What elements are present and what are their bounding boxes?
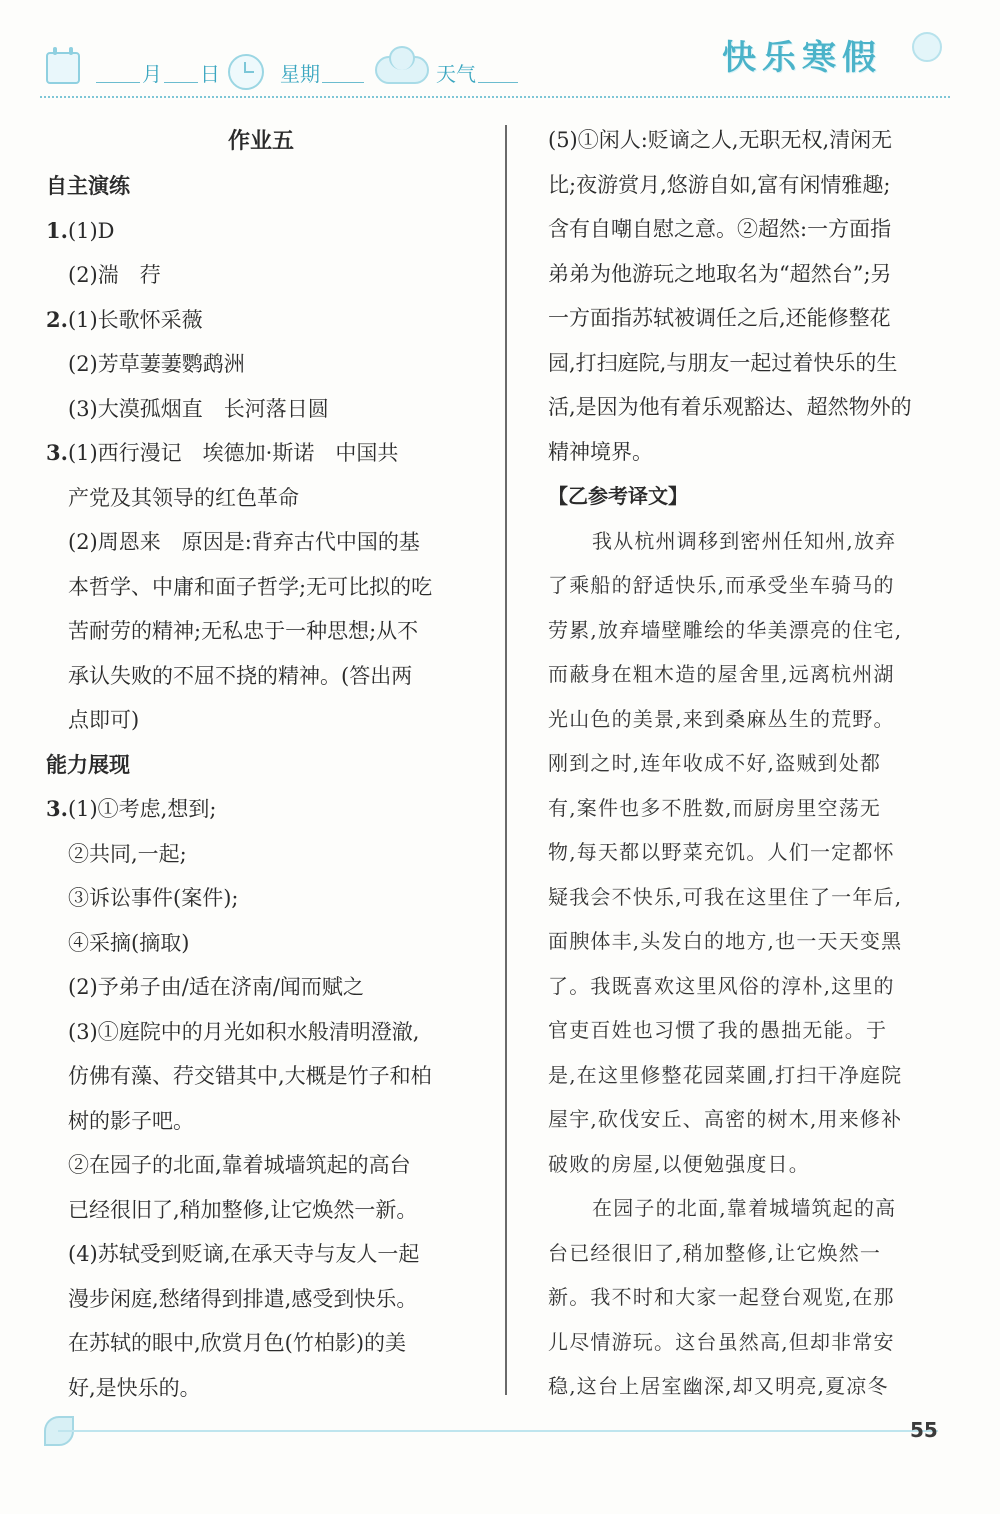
answer-line (46, 876, 476, 921)
answer-text: (2)湍 荇 (68, 263, 161, 287)
translation-line (548, 1186, 958, 1231)
answer-line (46, 298, 476, 343)
answer-line (548, 118, 958, 163)
answer-text: 台已经很旧了,稍加整修,让它焕然一 (548, 1240, 882, 1265)
answer-text: 疑我会不快乐,可我在这里住了一年后, (548, 884, 903, 909)
weekday-label: 星期 (280, 62, 320, 86)
answer-text: 新。我不时和大家一起登台观览,在那 (548, 1285, 895, 1309)
answer-text: (5)①闲人:贬谪之人,无职无权,清闲无 (548, 128, 893, 152)
translation-line (548, 1320, 958, 1365)
answer-text: ②在园子的北面,靠着城墙筑起的高台 (68, 1153, 411, 1177)
page-header (0, 0, 1000, 110)
answer-text: (1)①考虑,想到; (67, 797, 217, 821)
answer-text: (3)大漠孤烟直 长河落日圆 (68, 396, 329, 421)
calendar-icon (46, 52, 80, 84)
answer-text: 本哲学、中庸和面子哲学;无可比拟的吃 (68, 574, 433, 599)
answer-text: ②共同,一起; (68, 841, 187, 866)
answer-text: (2)予弟子由/适在济南/闻而赋之 (68, 975, 364, 999)
answer-text: ③诉讼事件(案件); (68, 886, 239, 910)
answer-text: 了。我既喜欢这里风俗的淳朴,这里的 (548, 973, 895, 998)
answer-line (46, 698, 476, 743)
snowflake-icon (912, 32, 942, 62)
answer-line (46, 1366, 476, 1411)
answer-line (46, 253, 476, 298)
answer-text: 漫步闲庭,愁绪得到排遣,感受到快乐。 (68, 1286, 418, 1311)
answer-line (46, 1277, 476, 1322)
answer-text: 在园子的北面,靠着城墙筑起的高 (592, 1196, 897, 1220)
answer-text: 仿佛有藻、荇交错其中,大概是竹子和柏 (68, 1064, 432, 1088)
answer-line (46, 1099, 476, 1144)
answer-text: 树的影子吧。 (68, 1108, 194, 1133)
clock-icon (228, 54, 264, 90)
answer-text: 面腴体丰,头发白的地方,也一天天变黑 (548, 929, 903, 953)
footer-divider (58, 1430, 938, 1432)
answer-text: 承认失败的不屈不挠的精神。(答出两 (68, 663, 413, 688)
answer-line (46, 520, 476, 565)
section-heading: 自主演练 (46, 174, 130, 198)
answer-text: (3)①庭院中的月光如积水般清明澄澈, (68, 1019, 420, 1044)
answer-text: 园,打扫庭院,与朋友一起过着快乐的生 (548, 350, 898, 375)
answer-text: 官吏百姓也习惯了我的愚拙无能。于 (548, 1018, 888, 1042)
header-divider (40, 96, 950, 98)
translation-line (548, 919, 958, 964)
answer-text: 是,在这里修整花园菜圃,打扫干净庭院 (548, 1062, 903, 1087)
brand-title: 快乐寒假 (722, 38, 882, 78)
answer-line (548, 341, 958, 386)
answer-text: (1)D (67, 218, 115, 243)
answer-text: (2)周恩来 原因是:背弃古代中国的基 (68, 530, 420, 554)
answer-text: 屋宇,砍伐安丘、高密的树木,用来修补 (548, 1107, 903, 1131)
answer-text: 儿尽情游玩。这台虽然高,但却非常安 (548, 1329, 895, 1354)
translation-line (548, 1008, 958, 1053)
answer-line (46, 476, 476, 521)
translation-line (548, 1275, 958, 1320)
translation-line (548, 830, 958, 875)
translation-line (548, 697, 958, 742)
answer-line (548, 430, 958, 475)
column-divider (505, 125, 507, 1395)
translation-line (548, 1142, 958, 1187)
answer-text: 已经很旧了,稍加整修,让它焕然一新。 (68, 1197, 418, 1222)
translation-line (548, 1231, 958, 1276)
answer-text: 了乘船的舒适快乐,而承受坐车骑马的 (548, 573, 895, 597)
translation-line (548, 608, 958, 653)
translation-line (548, 741, 958, 786)
answer-text: 弟弟为他游玩之地取名为“超然台”;另 (548, 261, 892, 286)
answer-text: 活,是因为他有着乐观豁达、超然物外的 (548, 395, 912, 419)
answer-line (46, 965, 476, 1010)
left-column (46, 118, 476, 1410)
answer-line (548, 163, 958, 208)
translation-line (548, 652, 958, 697)
answer-text: 稳,这台上居室幽深,却又明亮,夏凉冬 (548, 1374, 889, 1398)
answer-text: 破败的房屋,以便勉强度日。 (548, 1151, 810, 1176)
answer-line (46, 1054, 476, 1099)
answer-text: 而蔽身在粗木造的屋舍里,远离杭州湖 (548, 662, 895, 686)
translation-line (548, 1053, 958, 1098)
answer-line (46, 609, 476, 654)
answer-text: 在苏轼的眼中,欣赏月色(竹柏影)的美 (68, 1331, 407, 1355)
cloud-icon (375, 56, 429, 84)
question-number: 1. (46, 217, 68, 243)
answer-text: ④采摘(摘取) (68, 930, 190, 955)
answer-line (46, 565, 476, 610)
answer-line (46, 787, 476, 832)
answer-text: 刚到之时,连年收成不好,盗贼到处都 (548, 751, 882, 775)
answer-text: 含有自嘲自慰之意。②超然:一方面指 (548, 217, 892, 241)
answer-text: 点即可) (68, 708, 140, 732)
answer-text: 光山色的美景,来到桑麻丛生的荒野。 (548, 706, 895, 731)
answer-text: 劳累,放弃墙壁雕绘的华美漂亮的住宅, (548, 617, 903, 642)
translation-line (548, 563, 958, 608)
answer-line (548, 296, 958, 341)
question-number: 2. (46, 306, 68, 332)
answer-line (46, 921, 476, 966)
weather-blank (478, 66, 518, 83)
answer-line (46, 1010, 476, 1055)
right-column (548, 118, 958, 1409)
month-blank (96, 66, 140, 83)
translation-line (548, 1097, 958, 1142)
answer-text: 好,是快乐的。 (68, 1375, 201, 1400)
question-number: 3. (46, 796, 68, 821)
weather-label: 天气 (436, 62, 476, 86)
answer-text: 产党及其领导的红色革命 (68, 485, 299, 510)
day-label: 日 (200, 62, 220, 86)
answer-line (548, 385, 958, 430)
answer-text: (2)芳草萋萋鹦鹉洲 (68, 352, 245, 376)
translation-line (548, 519, 958, 564)
answer-line (548, 252, 958, 297)
answer-text: 有,案件也多不胜数,而厨房里空荡无 (548, 795, 882, 820)
translation-line (548, 875, 958, 920)
homework-title: 作业五 (227, 128, 294, 154)
answer-line (46, 832, 476, 877)
answer-text: 一方面指苏轼被调任之后,还能修整花 (548, 306, 891, 330)
answer-text: (1)西行漫记 埃德加·斯诺 中国共 (67, 441, 399, 465)
answer-line (46, 342, 476, 387)
answer-line (46, 654, 476, 699)
page-number: 55 (910, 1418, 938, 1442)
answer-text: 苦耐劳的精神;无私忠于一种思想;从不 (68, 619, 419, 643)
answer-line (46, 387, 476, 432)
translation-heading: 【乙参考译文】 (548, 484, 688, 508)
answer-text: 精神境界。 (548, 439, 653, 464)
answer-text: 比;夜游赏月,悠游自如,富有闲情雅趣; (548, 172, 891, 197)
translation-line (548, 964, 958, 1009)
answer-line (46, 1143, 476, 1188)
answer-text: 我从杭州调移到密州任知州,放弃 (592, 528, 897, 553)
answer-text: (1)长歌怀采薇 (67, 307, 203, 332)
month-label: 月 (142, 62, 162, 86)
answer-line (46, 1232, 476, 1277)
day-blank (164, 66, 198, 83)
weekday-blank (322, 66, 364, 83)
answer-text: (4)苏轼受到贬谪,在承天寺与友人一起 (68, 1242, 420, 1266)
answer-text: 物,每天都以野菜充饥。人们一定都怀 (548, 840, 895, 864)
answer-line (46, 431, 476, 476)
section-heading: 能力展现 (46, 752, 130, 777)
answer-line (46, 1188, 476, 1233)
answer-line (548, 207, 958, 252)
question-number: 3. (46, 440, 68, 465)
answer-line (46, 1321, 476, 1366)
translation-line (548, 1364, 958, 1409)
answer-line (46, 209, 476, 254)
translation-line (548, 786, 958, 831)
